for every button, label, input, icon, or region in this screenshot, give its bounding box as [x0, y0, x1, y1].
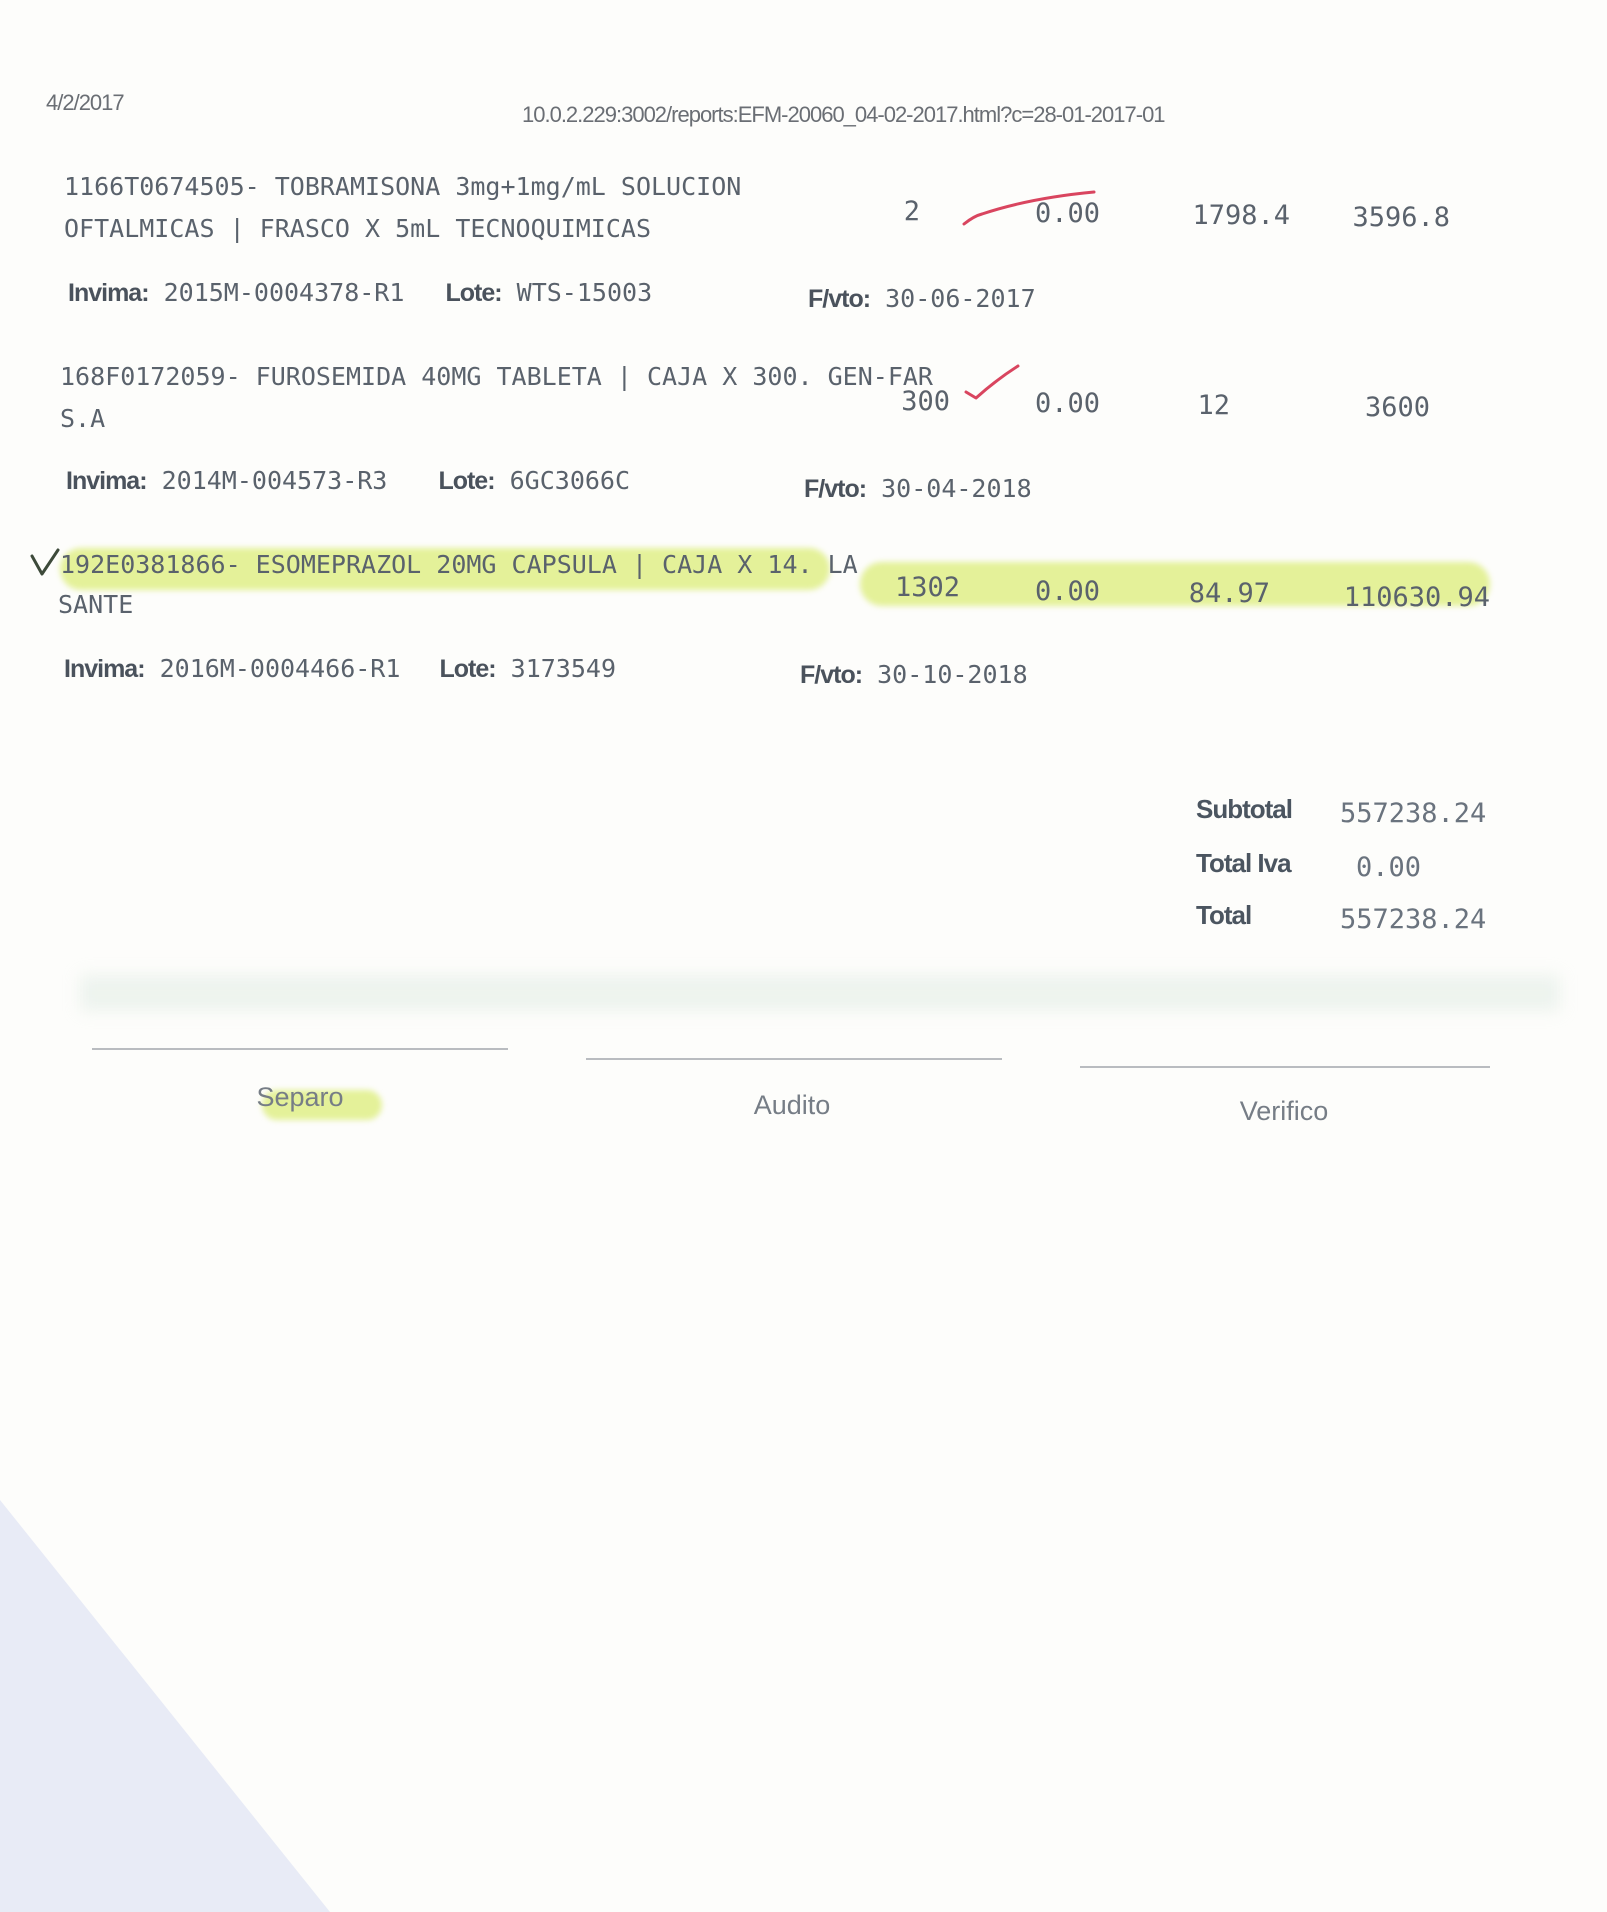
item-quantity: 1302: [894, 572, 960, 603]
expiry-date: 30-04-2018: [881, 474, 1032, 503]
item-discount: 0.00: [1034, 576, 1100, 607]
lote-number: 6GC3066C: [509, 466, 631, 495]
invima-number: 2015M-0004378-R1: [163, 278, 405, 307]
signature-line: [586, 1058, 1002, 1060]
item-discount: 0.00: [1034, 198, 1100, 229]
item-quantity: 2: [903, 196, 920, 227]
total-iva-label: Total Iva: [1196, 848, 1291, 878]
invima-number: 2014M-004573-R3: [161, 466, 388, 495]
print-date: 4/2/2017: [46, 90, 124, 115]
invima-label: Invima:: [68, 279, 149, 307]
lote-label: Lote:: [445, 279, 502, 307]
item-description-line2: OFTALMICAS | FRASCO X 5mL TECNOQUIMICAS: [64, 214, 651, 243]
total-iva-value: 0.00: [1356, 852, 1422, 883]
item-total: 3600: [1364, 392, 1430, 423]
expiry-label: F/vto:: [800, 661, 863, 689]
expiry-label: F/vto:: [804, 475, 867, 503]
expiry-row: [800, 660, 1028, 690]
item-total: 3596.8: [1352, 202, 1450, 233]
scan-smudge: [80, 975, 1560, 1011]
item-registration-row: [66, 466, 630, 496]
total-label: Total: [1196, 900, 1252, 930]
item-description-line2: SANTE: [58, 590, 134, 619]
separo-label: Separo: [256, 1082, 344, 1112]
expiry-label: F/vto:: [808, 285, 871, 313]
item-quantity: 300: [901, 386, 950, 417]
item-description-line1: 168F0172059- FUROSEMIDA 40MG TABLETA | CAJA X 300. GEN-FAR: [60, 362, 933, 391]
invima-number: 2016M-0004466-R1: [159, 654, 401, 683]
report-url: 10.0.2.229:3002/reports:EFM-20060_04-02-2017.html?c=28-01-2017-01: [522, 102, 1165, 127]
expiry-row: [804, 474, 1032, 504]
page-corner-fold: [0, 1500, 330, 1912]
lote-label: Lote:: [438, 467, 495, 495]
lote-label: Lote:: [439, 655, 496, 683]
subtotal-value: 557238.24: [1340, 798, 1487, 829]
signature-line: [92, 1048, 508, 1050]
item-unit-price: 84.97: [1188, 578, 1270, 609]
expiry-date: 30-10-2018: [877, 660, 1028, 689]
item-description-line2: S.A: [60, 404, 106, 433]
checkmark-icon: [960, 188, 1100, 228]
verifico-label: Verifico: [1239, 1096, 1329, 1126]
signature-line: [1080, 1066, 1490, 1068]
item-unit-price: 12: [1197, 390, 1230, 421]
lote-number: WTS-15003: [516, 278, 653, 307]
invima-label: Invima:: [64, 655, 145, 683]
item-description-line1: 1166T0674505- TOBRAMISONA 3mg+1mg/mL SOLUCION: [64, 172, 742, 201]
item-discount: 0.00: [1034, 388, 1100, 419]
invima-label: Invima:: [66, 467, 147, 495]
expiry-date: 30-06-2017: [885, 284, 1036, 313]
lote-number: 3173549: [510, 654, 617, 683]
item-description-line1: 192E0381866- ESOMEPRAZOL 20MG CAPSULA | CAJA X 14. LA: [60, 550, 858, 579]
item-registration-row: [68, 278, 652, 308]
audito-label: Audito: [753, 1090, 831, 1120]
item-total: 110630.94: [1343, 582, 1490, 613]
item-unit-price: 1798.4: [1192, 200, 1290, 231]
expiry-row: [808, 284, 1036, 314]
checkmark-icon: [962, 362, 1022, 404]
item-registration-row: [64, 654, 616, 684]
subtotal-label: Subtotal: [1196, 794, 1292, 824]
total-value: 557238.24: [1340, 904, 1487, 935]
checkmark-icon: [28, 546, 64, 582]
